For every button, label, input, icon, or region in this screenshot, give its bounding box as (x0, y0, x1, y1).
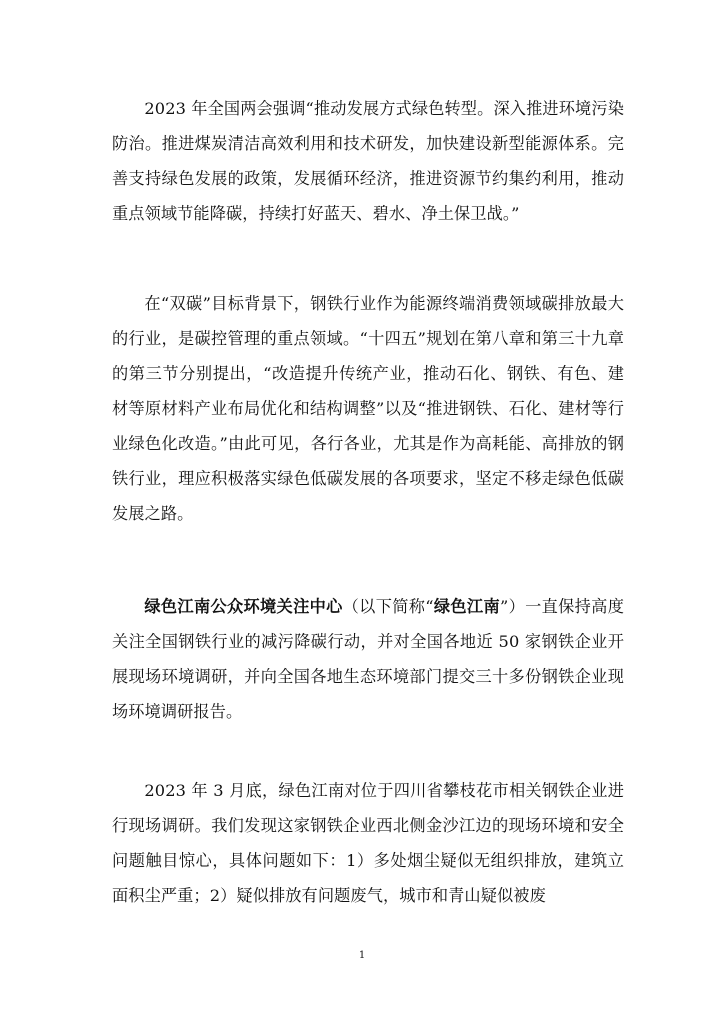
org-name-bold: 绿色江南公众环境关注中心 (144, 597, 343, 616)
paragraph-panzhihua-survey: 2023 年 3 月底，绿色江南对位于四川省攀枝花市相关钢铁企业进行现场调研。我们发现这家钢铁企业西北侧金沙江边的现场环境和安全问题触目惊心，具体问题如下：1）多处烟尘疑似无组织排放，建筑立面积尘严重；2）疑似排放有问题废气，城市和青山疑似被废 (112, 781, 624, 905)
paragraph-text: ”）一直保持高度关注全国钢铁行业的减污降碳行动，并对全国各地近 50 家钢铁企业开展现场环境调研，并向全国各地生态环境部门提交三十多份钢铁企业现场环境调研报告。 (112, 597, 624, 721)
paragraph-green-jiangnan (112, 589, 624, 729)
paragraph-dual-carbon: 在“双碳”目标背景下，钢铁行业作为能源终端消费领域碳排放最大的行业，是碳控管理的重点领域。“十四五”规划在第八章和第三十九章的第三节分别提出，“改造提升传统产业，推动石化、钢铁、有色、建材等原材料产业布局优化和结构调整”以及“推进钢铁、石化、建材等行业绿色化改造。”由此可见，各行各业，尤其是作为高耗能、高排放的钢铁行业，理应积极落实绿色低碳发展的各项要求，坚定不移走绿色低碳发展之路。 (112, 294, 624, 523)
paragraph-text: （以下简称“ (342, 597, 434, 616)
page-number: 1 (358, 950, 366, 961)
paragraph-two-sessions: 2023 年全国两会强调“推动发展方式绿色转型。深入推进环境污染防治。推进煤炭清洁高效利用和技术研发，加快建设新型能源体系。完善支持绿色发展的政策，发展循环经济，推进资源节约集约利用，推动重点领域节能降碳，持续打好蓝天、碧水、净土保卫战。” (112, 99, 624, 223)
org-short-name-bold: 绿色江南 (433, 597, 500, 616)
